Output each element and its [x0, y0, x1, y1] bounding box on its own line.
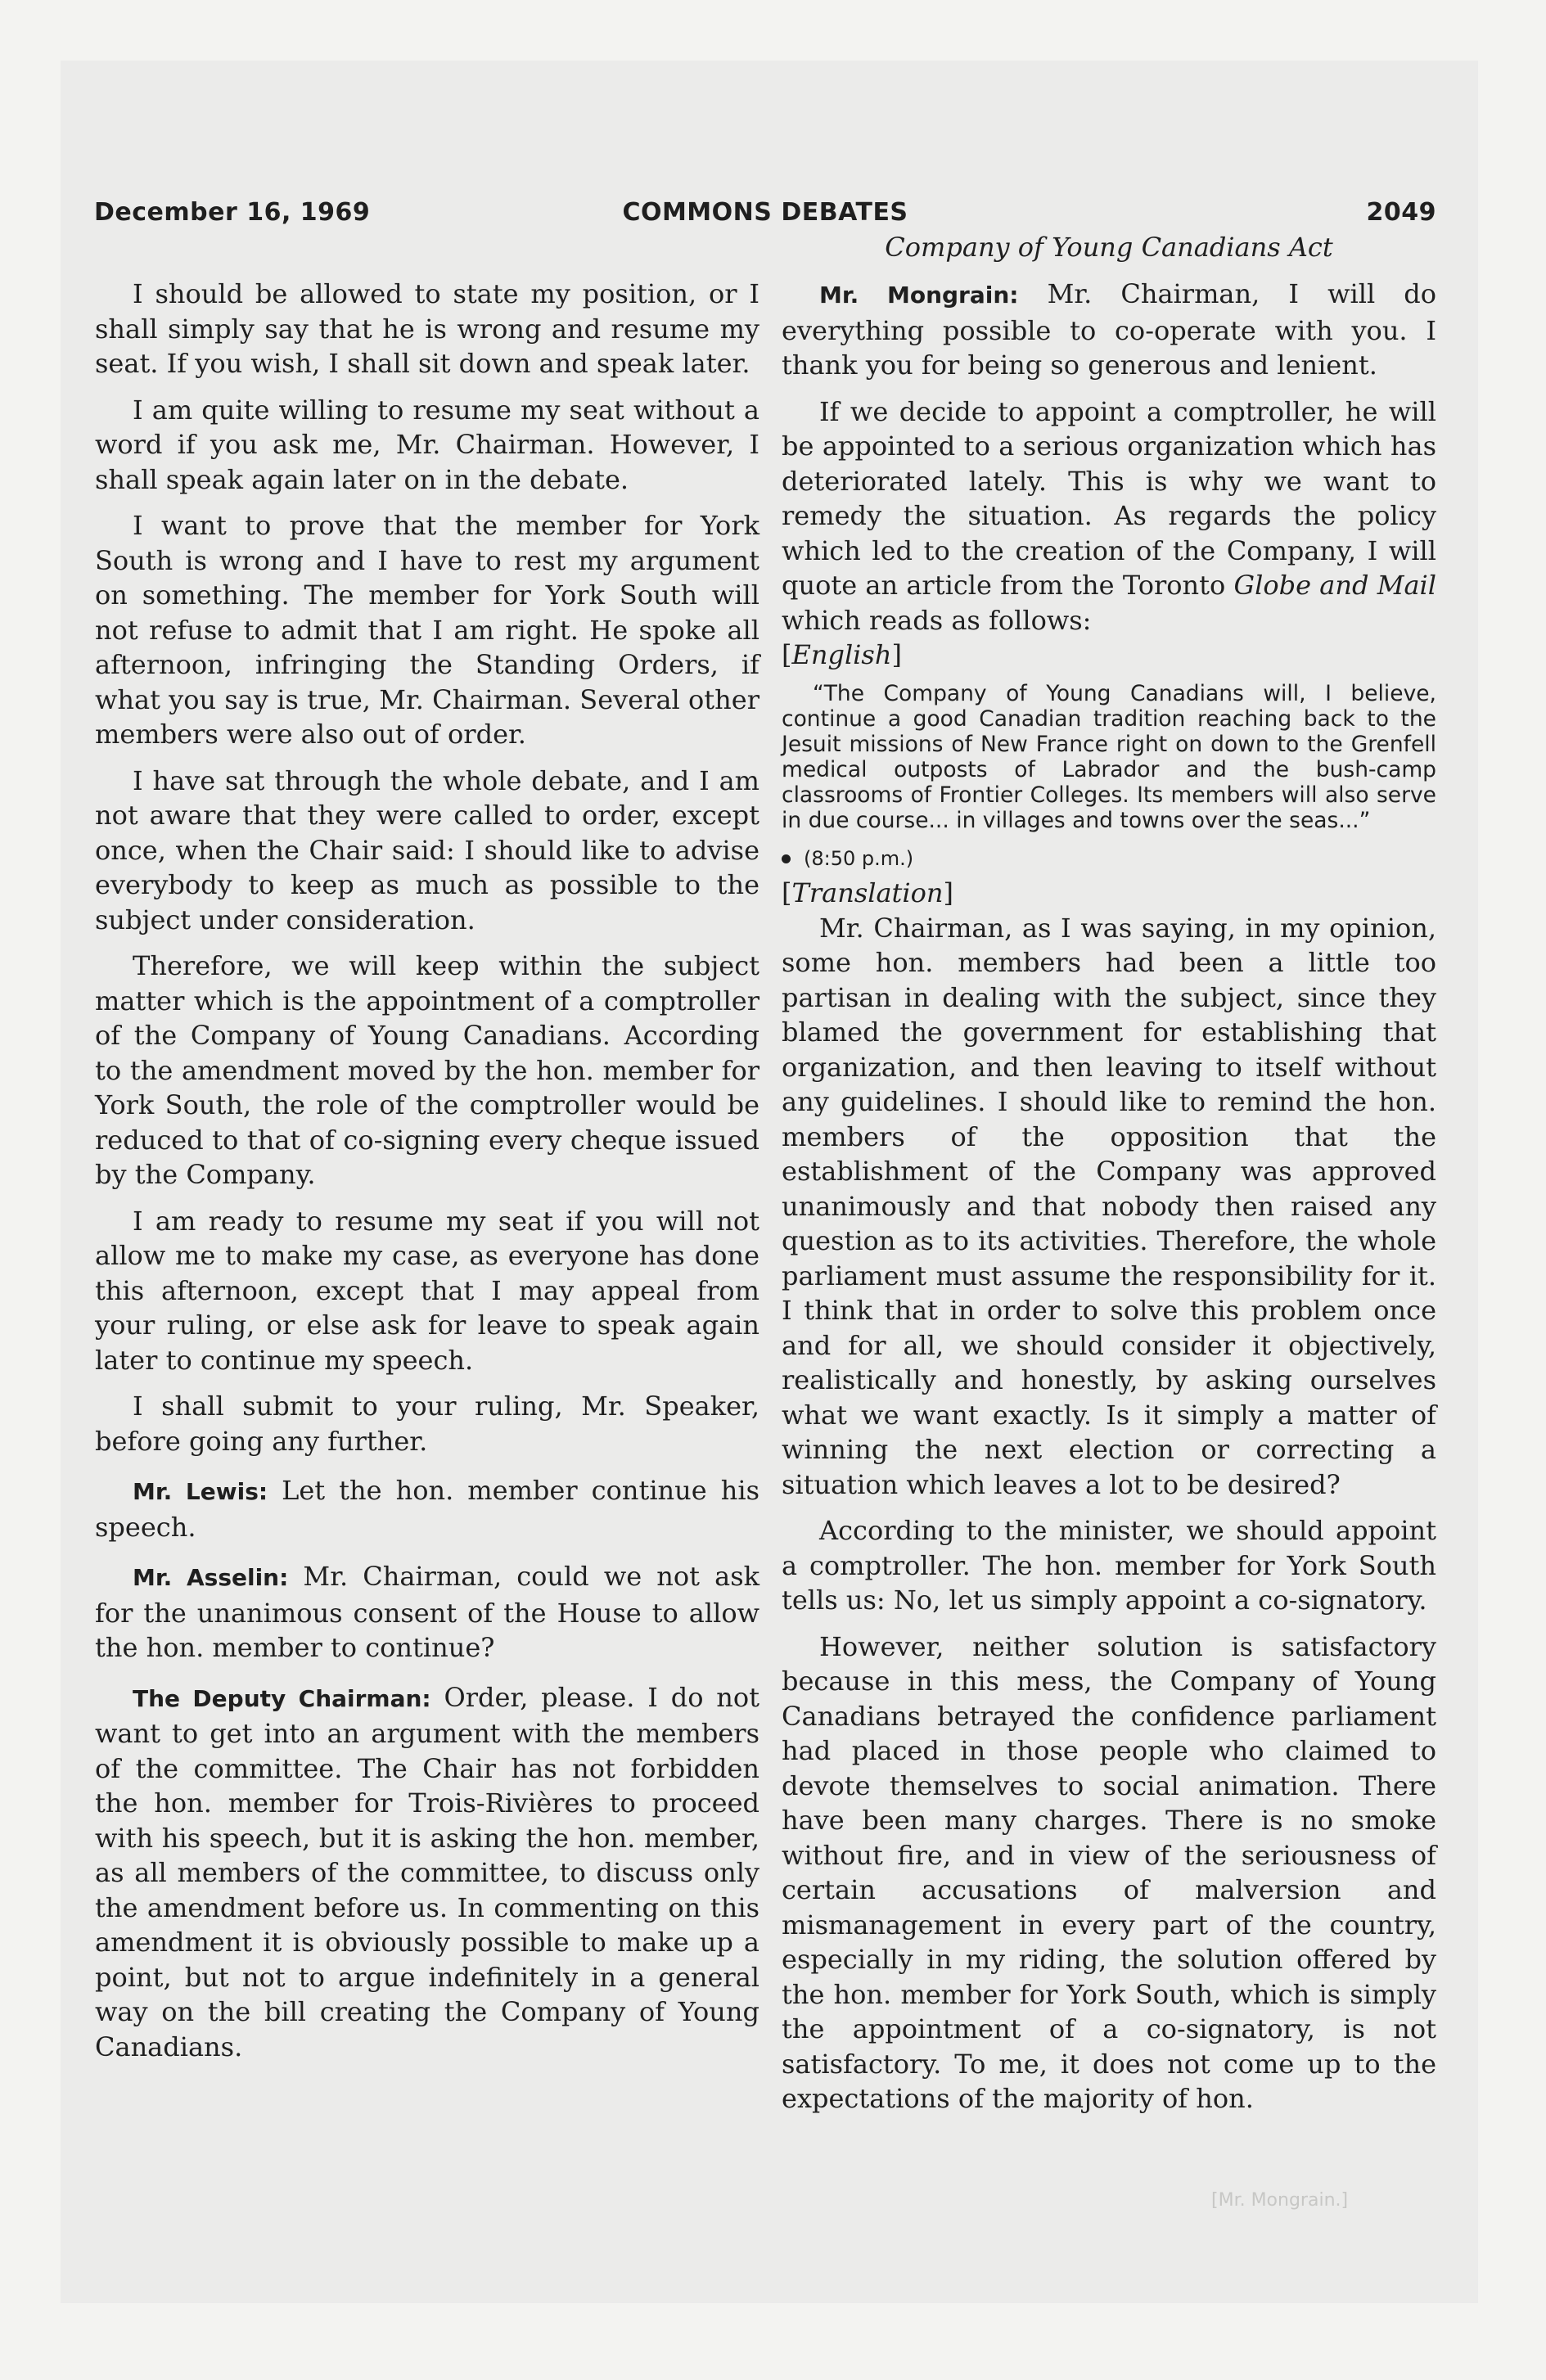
paragraph-text: If we decide to appoint a comptroller, he will be appointed to a serious organization which has deteriorated lately. This is why we want to remedy the situation. As regards the policy which led to the creation of the Company, I will quote an article from the Toronto — [782, 395, 1436, 601]
time-stamp — [782, 841, 1436, 877]
speaker-name: Mr. Lewis: — [133, 1478, 268, 1505]
speaker-name: The Deputy Chairman: — [133, 1684, 431, 1712]
newspaper-name: Globe and Mail — [1233, 570, 1437, 601]
paragraph: However, neither solution is satisfactory because in this mess, the Company of Young Canadians betrayed the confidence parliament had placed in those people who claimed to devote themselves to social animation. There have been many charges. There is no smoke without fire, and in view of the seriousness of certain accusations of malversion and mismanagement in every part of the country, especially in my riding, the solution offered by the hon. member for York South, which is simply the appointment of a co-signatory, is not satisfactory. To me, it does not come up to the expectations of the majority of hon. — [782, 1630, 1436, 2114]
speech-text: Order, please. I do not want to get into an argument with the members of the committee. The Chair has not forbidden the hon. member for Trois-Rivières to proceed with his speech, but it is asking the hon. member, as all members of the committee, to discuss only the amendment before us. In commenting on this amendment it is obviously possible to make up a point, but not to argue indefinitely in a general way on the bill creating the Company of Young Canadians. — [95, 1681, 759, 2062]
bullet-icon — [782, 854, 791, 863]
speech-mongrain — [782, 277, 1436, 383]
paragraph: I shall submit to your ruling, Mr. Speaker, before going any further. — [95, 1391, 759, 1457]
speaker-name: Mr. Asselin: — [133, 1564, 289, 1591]
left-column — [95, 277, 759, 2064]
paragraph: Therefore, we will keep within the subject matter which is the appointment of a comptroller of the Company of Young Canadians. According to the amendment moved by the hon. member for York South, the role of the comptroller would be reduced to that of co-signing every cheque issued by the Company. — [95, 950, 759, 1190]
paragraph-text: which reads as follows: — [782, 604, 1092, 636]
speech-asselin — [95, 1559, 759, 1666]
time-text: (8:50 p.m.) — [804, 846, 914, 870]
marker-text: English — [791, 639, 892, 670]
speaker-name: Mr. Mongrain: — [819, 282, 1019, 309]
paragraph: I am ready to resume my seat if you will not allow me to make my case, as everyone has done this afternoon, except that I may appeal from your ruling, or else ask for leave to speak again later to continue my speech. — [95, 1205, 759, 1376]
header-date: December 16, 1969 — [94, 198, 371, 227]
page-number: 2049 — [1366, 198, 1436, 227]
faint-show-through-text: [Mr. Mongrain.] — [1211, 2190, 1349, 2211]
paragraph: I am quite willing to resume my seat without a word if you ask me, Mr. Chairman. However, I shall speak again later on in the debate. — [95, 394, 759, 495]
quote-text: “The Company of Young Canadians will, I believe, continue a good Canadian tradition reaching back to the Jesuit missions of New France right on down to the Grenfell medical outposts of Labrador and the bush-camp classrooms of Frontier Colleges. Its members will also serve in due course... in villages and towns over the seas...” — [782, 680, 1436, 833]
right-column — [782, 277, 1436, 2116]
paragraph: I should be allowed to state my position, or I shall simply say that he is wrong and resume my seat. If you wish, I shall sit down and speak later. — [95, 278, 759, 379]
paragraph: I have sat through the whole debate, and I am not aware that they were called to order, except once, when the Chair said: I should like to advise everybody to keep as much as possible to the subject under consideration. — [95, 764, 759, 935]
language-marker-translation: [Translation] — [782, 877, 953, 908]
block-quote — [782, 681, 1436, 833]
speech-text: Mr. Chairman, could we not ask for the unanimous consent of the House to allow the hon. member to continue? — [95, 1561, 760, 1663]
paragraph: I want to prove that the member for York South is wrong and I have to rest my argument on something. The member for York South will not refuse to admit that I am right. He spoke all afternoon, infringing the Standing Orders, if what you say is true, Mr. Chairman. Several other members were also out of order. — [95, 510, 759, 750]
speech-text: Mr. Chairman, I will do everything possible to co-operate with you. I thank you for being so generous and lenient. — [782, 278, 1437, 381]
speech-deputy-chairman — [95, 1680, 759, 2065]
paragraph: Mr. Chairman, as I was saying, in my opinion, some hon. members had been a little too partisan in dealing with the subject, since they blamed the government for establishing that organization, and then leaving to itself without any guidelines. I should like to remind the hon. members of the opposition that the establishment of the Company was approved unanimously and that nobody then raised any question as to its activities. Therefore, the whole parliament must assume the responsibility for it. I think that in order to solve this problem once and for all, we should consider it objectively, realistically and honestly, by asking ourselves what we want exactly. Is it simply a matter of winning the next election or correcting a situation which leaves a lot to be desired? — [782, 912, 1436, 1500]
paragraph — [782, 394, 1436, 638]
header-title: COMMONS DEBATES — [622, 198, 908, 227]
speech-text: Let the hon. member continue his speech. — [95, 1475, 759, 1543]
marker-text: Translation — [791, 877, 944, 908]
section-subheading: Company of Young Canadians Act — [885, 232, 1333, 263]
speech-lewis — [95, 1473, 759, 1544]
paragraph: According to the minister, we should appoint a comptroller. The hon. member for York South tells us: No, let us simply appoint a co-signatory. — [782, 1515, 1436, 1616]
language-marker-english: [English] — [782, 639, 902, 670]
